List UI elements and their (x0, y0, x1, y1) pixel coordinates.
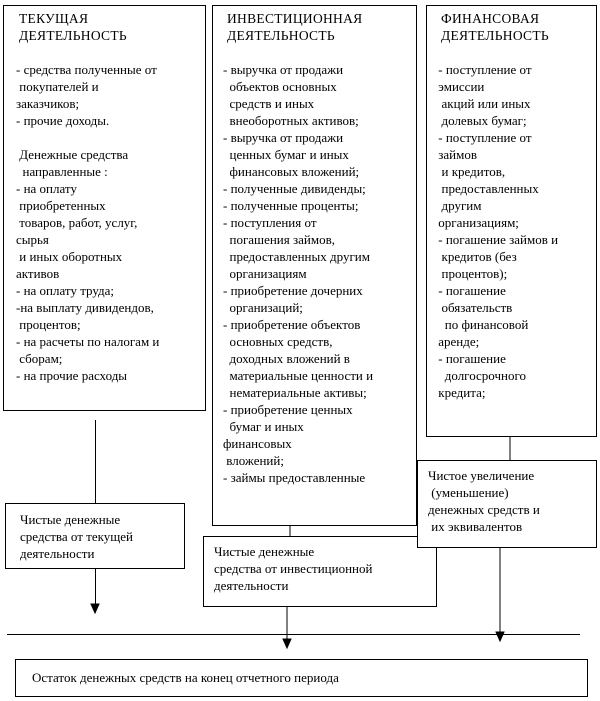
arrow-investing (283, 639, 291, 648)
investing-activity-title: ИНВЕСТИЦИОННАЯ ДЕЯТЕЛЬНОСТЬ (227, 11, 363, 43)
financing-activity-title: ФИНАНСОВАЯ ДЕЯТЕЛЬНОСТЬ (441, 11, 549, 43)
investing-activity-items: - выручка от продажи объектов основных средств и иных внеоборотных активов; - выручка от продажи ценных бумаг и иных финансовых вложений; - полученные дивиденды; - полученные проценты; - поступления от погашения займов, предоставленных другим организациям - приобретение дочерних организаций; - приобретение объектов основных средств, доходных вложений в материальные ценности и нематериальные активы; - приобретение ценных бумаг и иных финансовых вложений; - займы предоставленные (223, 62, 374, 485)
net-operating-cash-label: Чистые денежные средства от текущей деятельности (20, 512, 134, 561)
arrow-operating (91, 604, 99, 613)
ending-balance-label: Остаток денежных средств на конец отчетного периода (32, 670, 339, 685)
ending-balance-box (15, 659, 588, 697)
arrow-net-change (496, 632, 504, 641)
net-change-cash-label: Чистое увеличение (уменьшение) денежных средств и их эквивалентов (428, 468, 540, 534)
financing-activity-items: - поступление от эмиссии акций или иных долевых бумаг; - поступление от займов и кредитов, предоставленных другим организациям; - погашение займов и кредитов (без процентов); - погашение обязательств по финансовой аренде; - погашение долгосрочного кредита; (438, 62, 559, 400)
net-investing-cash-label: Чистые денежные средства от инвестиционной деятельности (214, 544, 373, 593)
operating-activity-items: - средства полученные от покупателей и заказчиков; - прочие доходы. Денежные средства направленные : - на оплату приобретенных товаров, работ, услуг, сырья и иных оборотных активов - на оплату труда; -на выплату дивидендов, процентов; - на расчеты по налогам и сборам; - на прочие расходы (16, 62, 160, 383)
operating-activity-title: ТЕКУЩАЯ ДЕЯТЕЛЬНОСТЬ (19, 11, 127, 43)
